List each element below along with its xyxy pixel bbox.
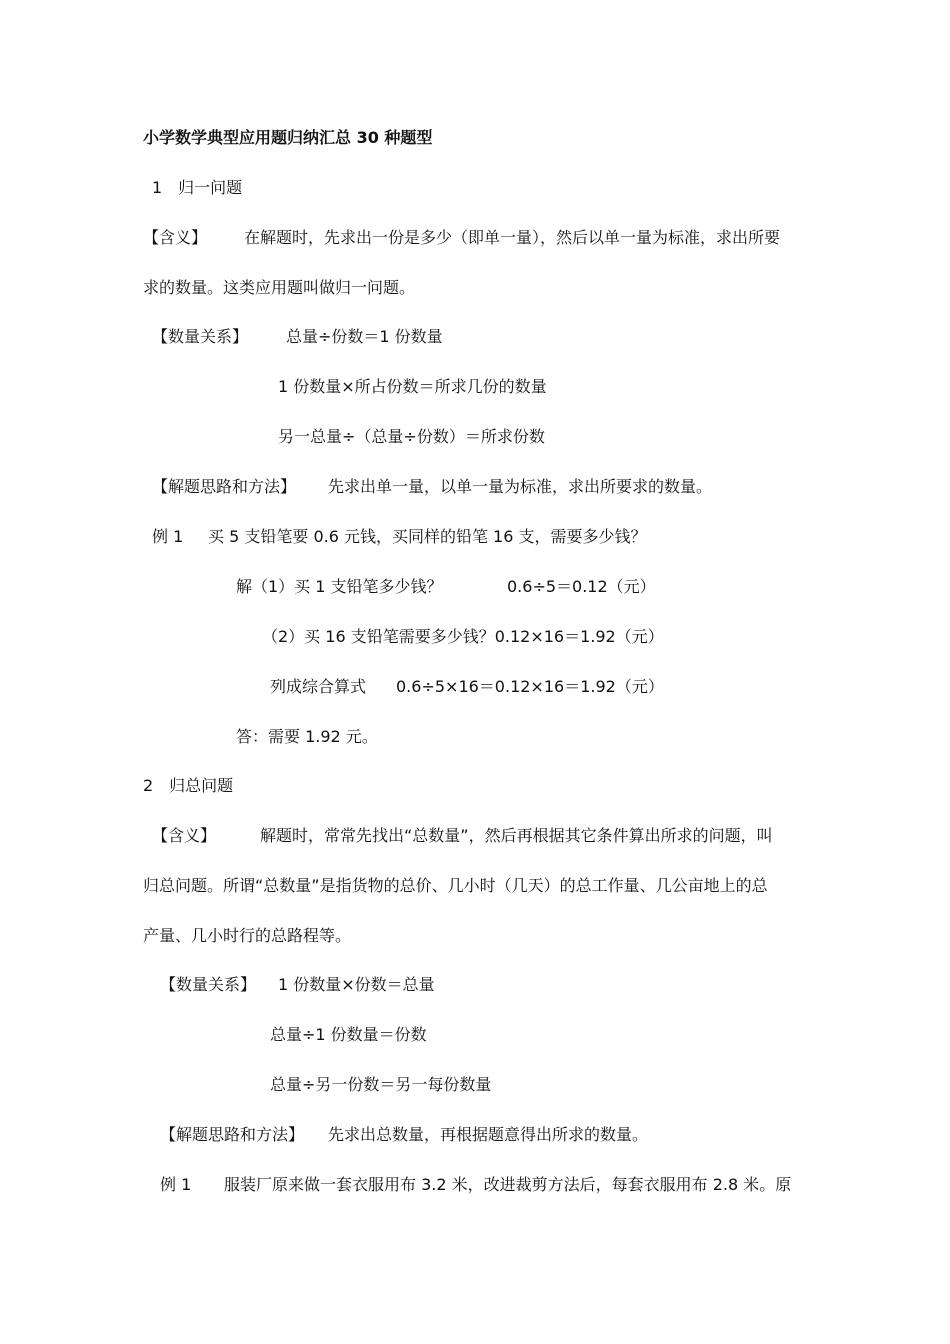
- section-2-relation-2: 总量÷1 份数量＝份数: [270, 1025, 427, 1044]
- section-2-relation-label: 【数量关系】: [160, 975, 257, 994]
- section-2-example-label: 例 1: [160, 1175, 192, 1194]
- section-1-example-label: 例 1: [152, 527, 184, 546]
- section-2-heading: 2 归总问题: [143, 776, 234, 795]
- section-2-method-label: 【解题思路和方法】: [160, 1125, 305, 1144]
- section-2-meaning-text-3: 产量、几小时行的总路程等。: [143, 926, 352, 945]
- section-1-example-text: 买 5 支铅笔要 0.6 元钱，买同样的铅笔 16 支，需要多少钱？: [208, 527, 647, 546]
- section-1-relation-2: 1 份数量×所占份数＝所求几份的数量: [278, 377, 547, 396]
- section-1-formula-label: 列成综合算式: [270, 677, 367, 696]
- section-2-method-text: 先求出总数量，再根据题意得出所求的数量。: [328, 1125, 649, 1144]
- section-2-meaning-text-1: 解题时，常常先找出“总数量”，然后再根据其它条件算出所求的问题，叫: [260, 826, 773, 845]
- section-1-solution-2: （2）买 16 支铅笔需要多少钱？0.12×16＝1.92（元）: [262, 627, 664, 646]
- section-1-method-label: 【解题思路和方法】: [152, 477, 297, 496]
- section-1-solution-1-answer: 0.6÷5＝0.12（元）: [507, 577, 656, 596]
- section-1-answer: 答：需要 1.92 元。: [236, 727, 378, 746]
- section-1-meaning-text-1: 在解题时，先求出一份是多少（即单一量），然后以单一量为标准，求出所要: [244, 228, 781, 247]
- section-1-method-text: 先求出单一量，以单一量为标准，求出所要求的数量。: [328, 477, 713, 496]
- section-1-meaning-text-2: 求的数量。这类应用题叫做归一问题。: [143, 278, 416, 297]
- section-2-meaning-label: 【含义】: [152, 826, 217, 845]
- section-1-formula-text: 0.6÷5×16＝0.12×16＝1.92（元）: [396, 677, 664, 696]
- section-2-relation-1: 1 份数量×份数＝总量: [278, 975, 435, 994]
- section-1-meaning-label: 【含义】: [143, 228, 208, 247]
- section-2-relation-3: 总量÷另一份数＝另一每份数量: [270, 1075, 492, 1094]
- section-1-relation-label: 【数量关系】: [152, 327, 249, 346]
- document-title: 小学数学典型应用题归纳汇总 30 种题型: [143, 128, 433, 147]
- section-1-heading: 1 归一问题: [152, 178, 243, 197]
- section-1-solution-1-question: 解（1）买 1 支铅笔多少钱？: [236, 577, 443, 596]
- section-2-example-text: 服装厂原来做一套衣服用布 3.2 米，改进裁剪方法后，每套衣服用布 2.8 米。原: [224, 1175, 792, 1194]
- section-1-relation-3: 另一总量÷（总量÷份数）＝所求份数: [278, 427, 545, 446]
- section-1-relation-1: 总量÷份数＝1 份数量: [286, 327, 443, 346]
- section-2-meaning-text-2: 归总问题。所谓“总数量”是指货物的总价、几小时（几天）的总工作量、几公亩地上的总: [143, 876, 768, 895]
